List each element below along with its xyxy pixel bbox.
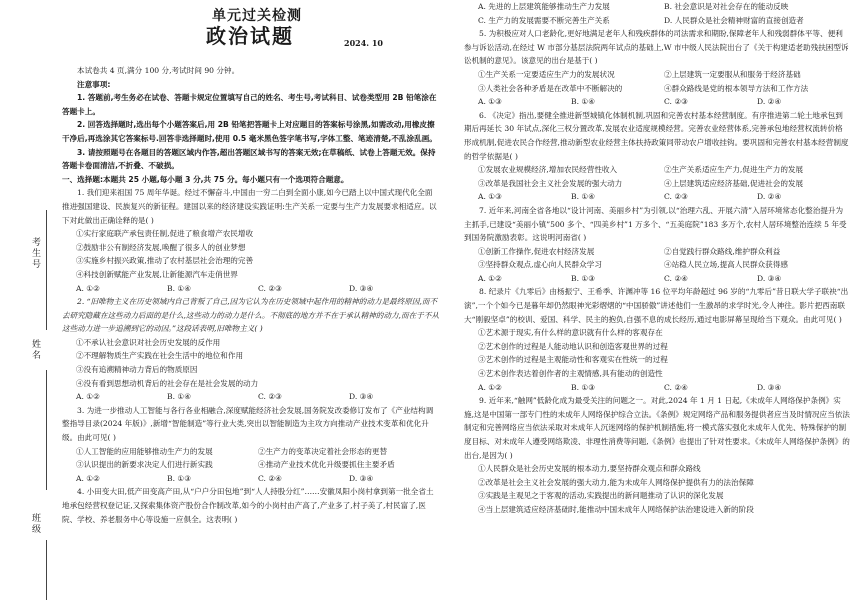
statement: ④上层建筑适应经济基础,促进社会的发展 (664, 178, 804, 188)
note-item: 1. 答题前,考生务必在试卷、答题卡规定位置填写自己的姓名、考生号,考试科目、试卷类型用 2B 铅笔涂在答题卡上。 (62, 93, 437, 116)
question-stem: 5. 为积极应对人口老龄化,更好地满足老年人和残疾群体的司法需求和期盼,保障老年人和残弱群体平等、便利参与诉讼活动,在经过 W 市部分基层法院两年试点的基础上,W 市中级人民法院出台了《关于构建适老助残扶困型诉讼机制的意见》。该意见的出台是基于( ) (464, 29, 849, 66)
statement: ②鼓励非公有制经济发展,唤醒了很多人的创业梦想 (76, 242, 246, 252)
choice-a: A. ①② (478, 382, 502, 392)
choice-b: B. ①③ (571, 382, 596, 392)
statement-row (464, 163, 850, 177)
choice-c: C. ②③ (664, 192, 688, 202)
margin-label-name: 姓名 (32, 340, 42, 361)
margin-line (46, 370, 47, 490)
margin-line (46, 210, 47, 330)
answer-choices (62, 282, 440, 296)
statement: ②不理解物质生产实践在社会生活中的地位和作用 (76, 351, 244, 361)
subject-title: 政治试题 (206, 24, 294, 48)
answer-choices (62, 472, 440, 486)
choice-a: A. ①② (76, 392, 100, 402)
question-stem: 2. “旧唯物主义在历史领域内自己背叛了自己,因为它认为在历史领域中起作用的精神的动力是最终原因,而不去研究隐藏在这些动力后面的是什么,这些动力的动力是什么。不彻底的地方并不在于承认精神的动力,而在于不从这些动力进一步追溯到它的动因。”这段话表明,旧唯物主义( ) (62, 297, 439, 334)
choice-d: D. ③④ (349, 283, 374, 293)
statement: ①创新工作操作,促进农村经济发展 (478, 246, 595, 256)
choice-b: B. 社会意识是对社会存在的能动反映 (664, 2, 789, 11)
choice-a: A. ①② (76, 473, 100, 483)
statement: ②改革是社会主义社会发展的强大动力,能为未成年人网络保护提供有力的法治保障 (478, 477, 754, 487)
answer-choices (62, 390, 440, 404)
choice-c: C. ②④ (664, 273, 688, 283)
question-stem: 8. 纪录片《九零后》由杨振宁、王希季、许渊冲等 16 位平均年龄超过 96 岁的“九零后”昔日联大学子联袂“出演”,一个个如今已是暮年却仍然眼神光彩熠熠的“中国骄傲”讲述他们一生激昂的求学时光,令人神往。影片把西南联大“刚毅坚卓”的校训、爱国、科学、民主的抱负,自强不息的成长经历,通过电影屏幕呈现给当下观众。由此可见( ) (464, 287, 849, 324)
statement-row (464, 258, 850, 272)
statement: ①发展农业规模经济,增加农民经营性收入 (478, 165, 618, 175)
choice-c: C. ②③ (258, 283, 282, 293)
question-stem: 7. 近年来,河南全省各地以“设计河南、美丽乡村”为引领,以“治理六乱、开展六清”入居环境常态化整治提升为主抓手,已建设“美丽小镇”500 多个、“四美乡村”1 万多个、“五美庭院”183 多万个,农村人居环境整治连续 5 年受到国务院激励表彰。这说明河南省( ) (464, 205, 847, 243)
statement-row (464, 68, 850, 82)
statement-row (62, 458, 440, 472)
statement: ①人民群众是社会历史发展的根本动力,要坚持群众观点和群众路线 (478, 464, 701, 474)
statement: ④推动产业技术优化升级要抓住主要矛盾 (258, 460, 395, 470)
statement: ③改革是我国社会主义社会发展的强大动力 (478, 178, 623, 188)
statement: ②上层建筑一定要服从和服务于经济基础 (664, 69, 801, 79)
notes-title: 注意事项: (77, 79, 111, 89)
note-item: 3. 请按照题号在各题目的答题区域内作答,超出答题区域书写的答案无效;在草稿纸、试卷上答题无效。保持答题卡卷面清洁,不折叠、不破损。 (62, 147, 436, 171)
answer-choices (464, 381, 850, 395)
margin-line (46, 540, 47, 600)
choice-c: C. ②③ (664, 97, 688, 107)
statement: ③艺术创作的过程是主观能动性和客观实在性统一的过程 (478, 355, 668, 365)
statement: ③坚持群众观点,虚心向人民群众学习 (478, 260, 602, 270)
statement: ③认识提出的新要求决定人们进行新实践 (76, 460, 213, 470)
statement: ④群众路线是党的根本领导方法和工作方法 (664, 83, 809, 93)
question-stem: 6. 《决定》指出,要健全推进新型城镇化体制机制,巩固和完善农村基本经营制度。有序推进第二轮土地承包到期后再延长 30 年试点,深化三权分置改革,发展农业适度规模经营。完善农业经营体系,完善承包地经营权流转价格形成机制,促进农民合作经营,推动新型农业经营主体扶持政策同带动农户增收挂钩。要巩固和完善农村基本经营制度的哲学依据是( ) (464, 110, 849, 161)
choice-b: B. ①④ (571, 97, 596, 107)
statement-row (464, 245, 850, 259)
margin-label-student-id: 考生号 (32, 238, 42, 270)
statement: ②艺术创作的过程是人能动地认识和创造客观世界的过程 (478, 341, 668, 351)
question-stem: 9. 近年来,“触网”低龄化成为最受关注的问题之一。对此,2024 年 1 月 1 日起,《未成年人网络保护条例》实施,这是中国第一部专门性的未成年人网络保护综合立法。《条例》规定网络产品和服务提供者应当及时情况应当依法制定和完善网络应当依法采取对未成年人沉迷网络的保护机制措施,将一模式落实强化未成年人优先、特殊保护的制度目标、对未成年人遵受网络欺凌、非理性消费等问题,《条例》也提出了针对性要求。《未成年人网络保护条例》的出台,是因为( ) (464, 396, 850, 460)
binding-margin (0, 0, 62, 607)
answer-choices (464, 190, 850, 204)
statement-row (464, 82, 850, 96)
statement: ③实施乡村振兴政策,推动了农村基层社会治理的完善 (76, 256, 254, 266)
statement: ①生产关系一定要适应生产力的发展状况 (478, 69, 615, 79)
choice-c: C. ②④ (664, 382, 688, 392)
question-stem: 4. 小田变大田,低产田变高产田,从“户户分田包地”到“人人持股分红”……安徽凤阳小岗村拿到第一批全省土地承包经营权登记证,又探索集体资产股份合作制改革,如今的小岗村由产高了,产业多了,村子美了,村民富了,医院、学校、养老服务中心等设施一应俱全。这表明( ) (62, 487, 434, 524)
question-stem: 3. 为进一步推动人工智能与各行各业相融合,深度赋能经济社会发展,国务院发改委修订发布了《产业结构调整指导目录(2024 年版)》,新增“智能制造”等行业大类,突出以智能制造为主攻方向推动产业技术变革和优化升级。由此可见( ) (62, 405, 434, 443)
statement: ④站稳人民立场,提高人民群众获得感 (664, 260, 788, 270)
right-column (464, 0, 850, 517)
choice-d: D. ③④ (757, 382, 782, 392)
choice-a: A. ①③ (478, 97, 502, 107)
notes-block (62, 64, 440, 526)
statement: ③实践是主观见之于客观的活动,实践提出的新问题推动了认识的深化发展 (478, 491, 724, 501)
choice-b: B. ①④ (571, 192, 596, 202)
statement: ③没有追溯精神动力背后的物质原因 (76, 365, 198, 375)
statement: ④当上层建筑适应经济基础时,能推动中国未成年人网络保护法治建设进入新的阶段 (478, 504, 754, 514)
choice-b: B. ①④ (167, 392, 192, 402)
statement: ④没有看到思想动机背后的社会存在是社会发展的动力 (76, 378, 259, 388)
choice-a: A. 先进的上层建筑能够推动生产力发展 (478, 2, 610, 11)
choice-b: B. ①③ (167, 473, 192, 483)
statement: ①艺术源于现实,有什么样的意识就有什么样的客观存在 (478, 328, 663, 338)
section-heading: 一、选择题:本题共 25 小题,每小题 3 分,共 75 分。每小题只有一个选项符合题意。 (62, 174, 349, 184)
answer-choices (464, 14, 850, 28)
statement: ①实行家庭联产承包责任制,促进了粮食增产农民增收 (76, 229, 254, 239)
choice-d: D. ③④ (349, 473, 374, 483)
choice-d: D. ③④ (349, 392, 374, 402)
margin-label-class: 班级 (32, 514, 42, 535)
answer-choices (464, 272, 850, 286)
statement: ①不承认社会意识对社会历史发展的反作用 (76, 337, 221, 347)
statement: ②生产力的变革决定着社会形态的更替 (258, 446, 388, 456)
choice-c: C. ②④ (258, 473, 282, 483)
choice-a: A. ①③ (478, 192, 502, 202)
question-stem: 1. 我们迎来祖国 75 周年华诞。经过不懈奋斗,中国由一穷二白到全面小康,如今已踏上以中国式现代化全面推进强国建设、民族复兴的新征程。建国以来的经济建设实践证明:生产关系一定要与生产力发展要求相适应。以下对此做出正确诠释的是( ) (62, 188, 437, 225)
statement: ②自觉践行群众路线,维护群众利益 (664, 246, 781, 256)
statement: ④艺术创作表达着创作者的主观情感,具有能动的创造性 (478, 369, 663, 379)
choice-a: A. ①② (76, 283, 100, 293)
statement-row (62, 445, 440, 459)
choice-d: D. ③④ (757, 273, 782, 283)
choice-b: B. ①③ (571, 273, 596, 283)
intro-text: 本试卷共 4 页,满分 100 分,考试时间 90 分钟。 (77, 66, 240, 75)
choice-d: D. 人民群众是社会精神财富的直接创造者 (664, 15, 804, 25)
choice-c: C. 生产力的发展需要不断完善生产关系 (478, 15, 610, 25)
statement: ④科技创新赋能产业发展,让新能源汽车走俏世界 (76, 269, 238, 279)
statement: ②生产关系适应生产力,促进生产力的发展 (664, 165, 804, 175)
choice-a: A. ①② (478, 273, 502, 283)
exam-date: 2024. 10 (344, 38, 383, 48)
statement-row (464, 177, 850, 191)
choice-c: C. ②③ (258, 392, 282, 402)
choice-b: B. ①④ (167, 283, 192, 293)
statement: ①人工智能的应用能够推动生产力的发展 (76, 446, 213, 456)
note-item: 2. 回答选择题时,选出每个小题答案后,用 2B 铅笔把答题卡上对应题目的答案标号涂黑,如需改动,用橡皮擦干净后,再选涂其它答案标号.回答非选择题时,使用 0.5 毫米黑色签字笔书写,字体工整、笔迹清楚,不乱涂乱画。 (62, 120, 437, 143)
choice-d: D. ②④ (757, 97, 782, 107)
answer-choices (464, 95, 850, 109)
choice-d: D. ②④ (757, 192, 782, 202)
page-title: 单元过关检测 (212, 8, 302, 24)
statement: ③人类社会各种矛盾是在改革中不断解决的 (478, 83, 623, 93)
answer-choices (464, 0, 850, 14)
